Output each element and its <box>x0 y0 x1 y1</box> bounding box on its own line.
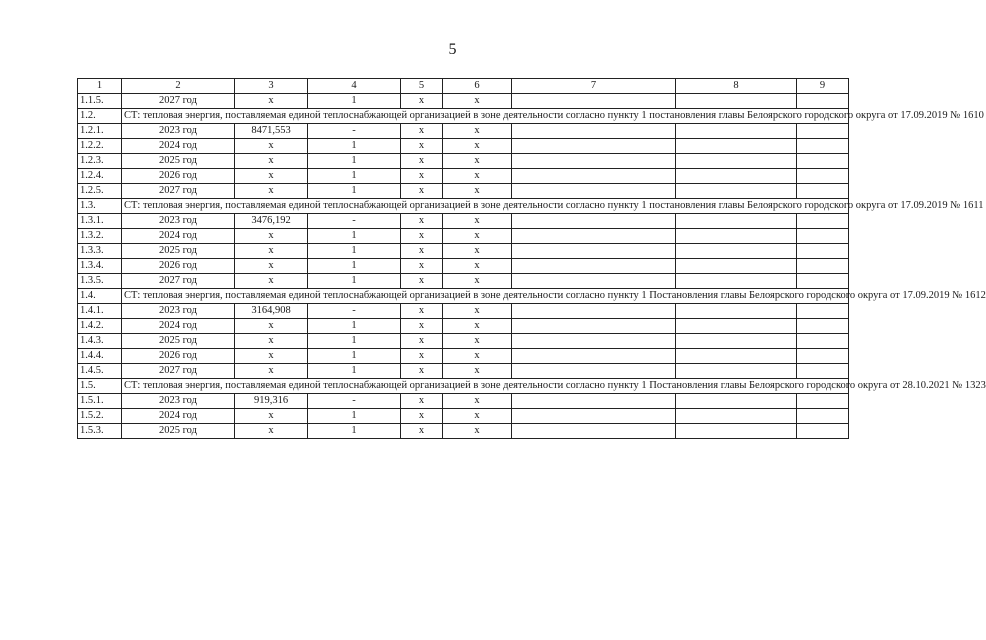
cell-col6: x <box>443 334 512 349</box>
cell-col4: 1 <box>308 259 401 274</box>
table-row <box>78 139 849 154</box>
cell-col8 <box>676 304 797 319</box>
cell-col8 <box>676 244 797 259</box>
table-row <box>78 424 849 439</box>
row-number: 1.4.1. <box>78 304 122 319</box>
cell-col6: x <box>443 349 512 364</box>
cell-col8 <box>676 349 797 364</box>
table-row <box>78 394 849 409</box>
cell-col7 <box>512 319 676 334</box>
cell-col8 <box>676 169 797 184</box>
cell-col9 <box>797 394 849 409</box>
header-cell-4: 4 <box>308 79 401 94</box>
table-row <box>78 319 849 334</box>
section-row <box>78 379 849 394</box>
row-number: 1.2.4. <box>78 169 122 184</box>
cell-col8 <box>676 394 797 409</box>
cell-col7 <box>512 304 676 319</box>
page-number: 5 <box>448 41 457 58</box>
cell-col6: x <box>443 394 512 409</box>
cell-col5: x <box>401 334 443 349</box>
cell-col8 <box>676 334 797 349</box>
table-row <box>78 184 849 199</box>
value-cell: x <box>235 274 308 289</box>
cell-col5: x <box>401 169 443 184</box>
value-cell: x <box>235 259 308 274</box>
cell-col6: x <box>443 259 512 274</box>
row-number: 1.3. <box>78 199 122 214</box>
year-cell: 2024 год <box>122 229 235 244</box>
year-cell: 2025 год <box>122 424 235 439</box>
header-row <box>78 79 849 94</box>
table-row <box>78 274 849 289</box>
cell-col4: - <box>308 394 401 409</box>
cell-col7 <box>512 334 676 349</box>
cell-col7 <box>512 409 676 424</box>
cell-col9 <box>797 424 849 439</box>
cell-col5: x <box>401 409 443 424</box>
cell-col9 <box>797 214 849 229</box>
cell-col9 <box>797 409 849 424</box>
cell-col6: x <box>443 424 512 439</box>
value-cell: x <box>235 409 308 424</box>
header-cell-5: 5 <box>401 79 443 94</box>
section-title: СТ: тепловая энергия, поставляемая единой теплоснабжающей организацией в зоне деятельности согласно пункту 1 Постановления главы Белоярского городского округа от 17.09.2019 № 1612 <box>122 289 849 304</box>
value-cell: x <box>235 364 308 379</box>
value-cell: x <box>235 334 308 349</box>
cell-col9 <box>797 304 849 319</box>
cell-col6: x <box>443 94 512 109</box>
row-number: 1.4.2. <box>78 319 122 334</box>
cell-col7 <box>512 229 676 244</box>
cell-col7 <box>512 169 676 184</box>
header-cell-8: 8 <box>676 79 797 94</box>
value-cell: x <box>235 94 308 109</box>
row-number: 1.4.3. <box>78 334 122 349</box>
cell-col9 <box>797 259 849 274</box>
row-number: 1.3.5. <box>78 274 122 289</box>
cell-col9 <box>797 184 849 199</box>
cell-col6: x <box>443 409 512 424</box>
value-cell: 8471,553 <box>235 124 308 139</box>
cell-col5: x <box>401 319 443 334</box>
row-number: 1.2.2. <box>78 139 122 154</box>
value-cell: x <box>235 154 308 169</box>
cell-col8 <box>676 409 797 424</box>
cell-col4: 1 <box>308 424 401 439</box>
row-number: 1.4.4. <box>78 349 122 364</box>
cell-col6: x <box>443 214 512 229</box>
value-cell: 3476,192 <box>235 214 308 229</box>
value-cell: 3164,908 <box>235 304 308 319</box>
cell-col6: x <box>443 274 512 289</box>
table-row <box>78 304 849 319</box>
cell-col4: 1 <box>308 94 401 109</box>
cell-col5: x <box>401 364 443 379</box>
cell-col7 <box>512 394 676 409</box>
row-number: 1.1.5. <box>78 94 122 109</box>
cell-col5: x <box>401 244 443 259</box>
table-row <box>78 154 849 169</box>
section-title: СТ: тепловая энергия, поставляемая единой теплоснабжающей организацией в зоне деятельности согласно пункту 1 постановления главы Белоярского городского округа от 17.09.2019 № 1610 <box>122 109 849 124</box>
value-cell: x <box>235 244 308 259</box>
year-cell: 2027 год <box>122 184 235 199</box>
tariff-table <box>77 78 986 439</box>
value-cell: x <box>235 139 308 154</box>
table-row <box>78 229 849 244</box>
table-row <box>78 409 849 424</box>
cell-col8 <box>676 139 797 154</box>
cell-col9 <box>797 139 849 154</box>
cell-col8 <box>676 154 797 169</box>
cell-col7 <box>512 424 676 439</box>
cell-col9 <box>797 124 849 139</box>
row-number: 1.2. <box>78 109 122 124</box>
row-number: 1.5. <box>78 379 122 394</box>
table-row <box>78 334 849 349</box>
cell-col4: 1 <box>308 244 401 259</box>
section-title: СТ: тепловая энергия, поставляемая единой теплоснабжающей организацией в зоне деятельности согласно пункту 1 постановления главы Белоярского городского округа от 17.09.2019 № 1611 <box>122 199 849 214</box>
cell-col8 <box>676 214 797 229</box>
cell-col9 <box>797 244 849 259</box>
year-cell: 2026 год <box>122 259 235 274</box>
cell-col8 <box>676 184 797 199</box>
cell-col5: x <box>401 139 443 154</box>
cell-col4: 1 <box>308 139 401 154</box>
year-cell: 2027 год <box>122 364 235 379</box>
cell-col8 <box>676 364 797 379</box>
header-cell-2: 2 <box>122 79 235 94</box>
value-cell: x <box>235 319 308 334</box>
year-cell: 2026 год <box>122 169 235 184</box>
cell-col8 <box>676 259 797 274</box>
cell-col7 <box>512 364 676 379</box>
cell-col6: x <box>443 139 512 154</box>
cell-col4: 1 <box>308 364 401 379</box>
cell-col4: - <box>308 214 401 229</box>
cell-col4: 1 <box>308 319 401 334</box>
year-cell: 2024 год <box>122 319 235 334</box>
cell-col8 <box>676 94 797 109</box>
cell-col6: x <box>443 304 512 319</box>
table-row <box>78 349 849 364</box>
row-number: 1.3.2. <box>78 229 122 244</box>
section-row <box>78 109 849 124</box>
cell-col5: x <box>401 349 443 364</box>
cell-col9 <box>797 349 849 364</box>
cell-col9 <box>797 169 849 184</box>
section-row <box>78 199 849 214</box>
value-cell: 919,316 <box>235 394 308 409</box>
cell-col5: x <box>401 154 443 169</box>
cell-col9 <box>797 364 849 379</box>
row-number: 1.4. <box>78 289 122 304</box>
cell-col8 <box>676 124 797 139</box>
value-cell: x <box>235 169 308 184</box>
cell-col9 <box>797 334 849 349</box>
cell-col8 <box>676 229 797 244</box>
year-cell: 2025 год <box>122 334 235 349</box>
table-row <box>78 259 849 274</box>
row-number: 1.3.1. <box>78 214 122 229</box>
cell-col4: 1 <box>308 349 401 364</box>
cell-col8 <box>676 424 797 439</box>
cell-col4: 1 <box>308 274 401 289</box>
section-title: СТ: тепловая энергия, поставляемая единой теплоснабжающей организацией в зоне деятельности согласно пункту 1 Постановления главы Белоярского городского округа от 28.10.2021 № 1323 <box>122 379 849 394</box>
row-number: 1.3.4. <box>78 259 122 274</box>
cell-col7 <box>512 274 676 289</box>
cell-col9 <box>797 274 849 289</box>
cell-col5: x <box>401 214 443 229</box>
cell-col5: x <box>401 274 443 289</box>
row-number: 1.2.3. <box>78 154 122 169</box>
year-cell: 2025 год <box>122 244 235 259</box>
header-cell-3: 3 <box>235 79 308 94</box>
header-cell-9: 9 <box>797 79 849 94</box>
cell-col7 <box>512 154 676 169</box>
cell-col4: 1 <box>308 184 401 199</box>
table-row <box>78 124 849 139</box>
cell-col7 <box>512 124 676 139</box>
cell-col7 <box>512 94 676 109</box>
section-row <box>78 289 849 304</box>
cell-col7 <box>512 349 676 364</box>
row-number: 1.2.5. <box>78 184 122 199</box>
cell-col4: 1 <box>308 409 401 424</box>
cell-col5: x <box>401 94 443 109</box>
year-cell: 2025 год <box>122 154 235 169</box>
year-cell: 2024 год <box>122 409 235 424</box>
cell-col4: 1 <box>308 334 401 349</box>
header-cell-1: 1 <box>78 79 122 94</box>
row-number: 1.5.3. <box>78 424 122 439</box>
cell-col5: x <box>401 424 443 439</box>
table-row <box>78 244 849 259</box>
cell-col5: x <box>401 184 443 199</box>
cell-col6: x <box>443 124 512 139</box>
year-cell: 2027 год <box>122 274 235 289</box>
cell-col5: x <box>401 304 443 319</box>
table-row <box>78 94 849 109</box>
cell-col6: x <box>443 184 512 199</box>
value-cell: x <box>235 229 308 244</box>
table-row <box>78 214 849 229</box>
table-row <box>78 364 849 379</box>
cell-col7 <box>512 139 676 154</box>
header-cell-6: 6 <box>443 79 512 94</box>
cell-col4: 1 <box>308 154 401 169</box>
cell-col8 <box>676 274 797 289</box>
cell-col6: x <box>443 154 512 169</box>
year-cell: 2023 год <box>122 394 235 409</box>
cell-col5: x <box>401 229 443 244</box>
cell-col9 <box>797 154 849 169</box>
value-cell: x <box>235 184 308 199</box>
header-cell-7: 7 <box>512 79 676 94</box>
cell-col9 <box>797 319 849 334</box>
cell-col7 <box>512 259 676 274</box>
row-number: 1.2.1. <box>78 124 122 139</box>
cell-col4: - <box>308 304 401 319</box>
cell-col6: x <box>443 364 512 379</box>
row-number: 1.4.5. <box>78 364 122 379</box>
cell-col4: 1 <box>308 169 401 184</box>
cell-col6: x <box>443 319 512 334</box>
row-number: 1.5.1. <box>78 394 122 409</box>
cell-col7 <box>512 184 676 199</box>
row-number: 1.3.3. <box>78 244 122 259</box>
year-cell: 2023 год <box>122 214 235 229</box>
row-number: 1.5.2. <box>78 409 122 424</box>
year-cell: 2026 год <box>122 349 235 364</box>
cell-col4: 1 <box>308 229 401 244</box>
cell-col8 <box>676 319 797 334</box>
year-cell: 2027 год <box>122 94 235 109</box>
table-body <box>78 79 986 439</box>
cell-col6: x <box>443 169 512 184</box>
value-cell: x <box>235 424 308 439</box>
year-cell: 2023 год <box>122 124 235 139</box>
cell-col5: x <box>401 394 443 409</box>
year-cell: 2023 год <box>122 304 235 319</box>
cell-col6: x <box>443 229 512 244</box>
cell-col4: - <box>308 124 401 139</box>
cell-col7 <box>512 244 676 259</box>
cell-col6: x <box>443 244 512 259</box>
cell-col7 <box>512 214 676 229</box>
cell-col9 <box>797 229 849 244</box>
cell-col5: x <box>401 259 443 274</box>
value-cell: x <box>235 349 308 364</box>
cell-col5: x <box>401 124 443 139</box>
table-row <box>78 169 849 184</box>
cell-col9 <box>797 94 849 109</box>
year-cell: 2024 год <box>122 139 235 154</box>
